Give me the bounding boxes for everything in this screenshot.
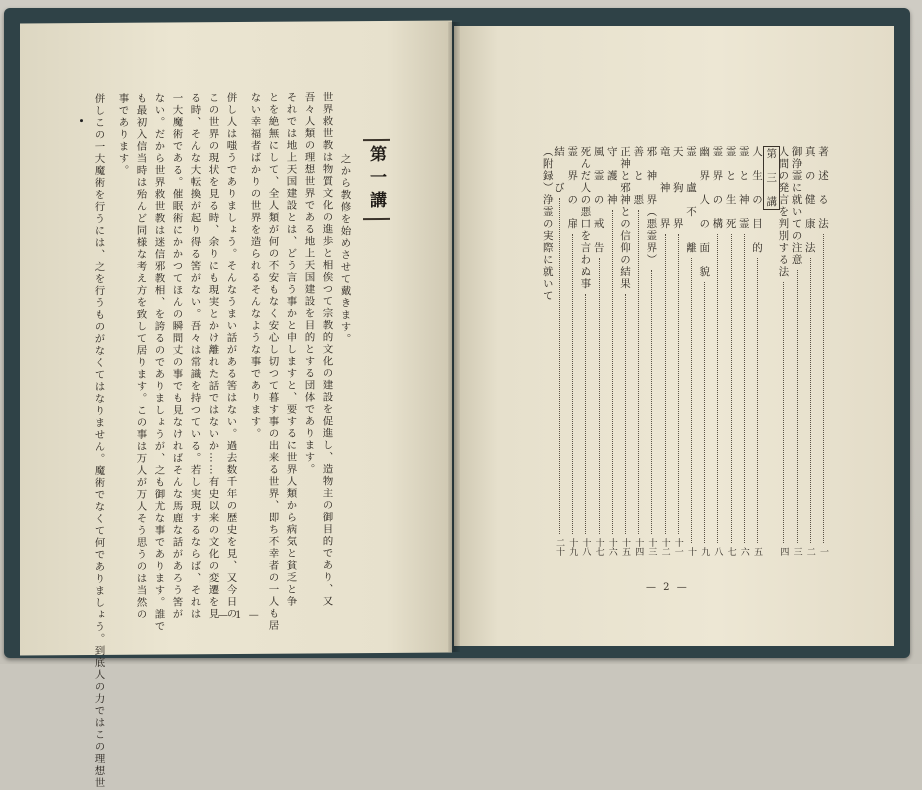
toc-title: 霊 界 の 扉 (566, 146, 579, 230)
toc-page-number: 二 (804, 547, 815, 556)
toc-dot-leader (665, 234, 666, 534)
toc-page-number: 十四 (633, 538, 644, 556)
text-line: 併し人は嗤うでありましょう。そんなうまい話がある筈はない。過去数千年の歴史を見、又今日の (225, 91, 238, 621)
toc-entry (697, 146, 712, 556)
toc-page-number: 十三 (646, 538, 657, 556)
toc-title: 著 述 る 法 (817, 146, 829, 230)
right-page (454, 26, 894, 646)
toc-entry (790, 146, 805, 556)
toc-dot-leader (797, 270, 798, 543)
toc-title: 風 霊 の 戒 告 (592, 146, 605, 254)
toc-title: 竜 神 界 (658, 146, 671, 230)
page-number-right: — 2 — (646, 582, 689, 593)
text-line: それでは地上天国建設とは、どう言う事かと申しますと、要するに世界人類から病気と貧乏と争 (285, 91, 298, 608)
toc-dot-leader (625, 294, 626, 534)
toc-page-number: 十二 (659, 538, 670, 556)
chapter-heading: 第一講 (363, 139, 390, 220)
toc-entry (631, 146, 646, 556)
toc-title: 善 と 悪 (632, 146, 645, 206)
text-line: 之から教修を始めさせて戴きます。 (339, 153, 352, 346)
toc-entry (737, 146, 752, 556)
toc-page-number: 二十 (554, 538, 564, 556)
toc-dot-leader (572, 234, 573, 534)
toc-dot-leader (638, 210, 639, 534)
toc-entry (592, 146, 607, 556)
toc-page-number: 九 (699, 547, 710, 556)
toc-dot-leader (717, 234, 718, 543)
toc-dot-leader (744, 234, 745, 543)
text-line: も最初入信当時は殆んど同様な考え方を致して居ります。この事は万人が万人そう思うのは当然の (135, 92, 148, 621)
text-line: この世界の現状を見る時、余りにも現実とかけ離れた話ではないか……有史以来の文化の変遷を見 (207, 92, 220, 621)
toc-entry (618, 146, 633, 556)
toc-page-number: 十七 (593, 538, 604, 556)
toc-dot-leader (783, 282, 784, 543)
toc-page-number: 七 (725, 547, 736, 556)
toc-page-number: 十 (686, 547, 696, 556)
page-number-left: — 1 — (218, 609, 261, 622)
bullet-mark (80, 119, 83, 122)
toc-entry (578, 146, 593, 556)
toc-dot-leader (585, 294, 586, 534)
toc-entry (750, 146, 765, 556)
toc-title: 死んだ人の悪口を言わぬ事 (579, 146, 592, 290)
toc-title: 邪 神 界（悪霊界） (645, 146, 658, 266)
book-gutter (448, 22, 460, 652)
toc-dot-leader (612, 210, 613, 534)
toc-page-number: 十一 (672, 538, 683, 556)
toc-dot-leader (691, 258, 692, 543)
toc-page-number: 一 (818, 547, 828, 556)
toc-dot-leader (599, 258, 600, 534)
toc-dot-leader (704, 282, 705, 543)
toc-dot-leader (823, 234, 824, 543)
toc-entry (710, 146, 725, 556)
toc-page-number: 四 (778, 547, 789, 556)
toc-title: （附録）浄霊の実際に就いて (541, 146, 554, 302)
toc-entry (644, 146, 659, 556)
left-page (20, 20, 452, 789)
text-line: 事であります。 (117, 92, 130, 177)
toc-entry (658, 146, 673, 556)
toc-entry (565, 146, 580, 556)
toc-dot-leader (559, 198, 560, 534)
text-line: 世界救世教は物質文化の進歩と相俟つて宗教的文化の建設を促進し、造物主の御目的であり、又 (321, 91, 334, 608)
text-line: 一大魔術である。催眠術にかかつてほんの瞬間丈の事でも見なければそんな馬鹿な話があろう筈が (171, 92, 184, 621)
text-line: ない幸福者ばかりの世界を造られるそんなような事であります。 (249, 91, 262, 440)
toc-appendix (539, 146, 558, 302)
toc-title: 霊 と 生 死 (724, 146, 737, 230)
toc-page-number: 八 (712, 547, 723, 556)
toc-entry (724, 146, 739, 556)
toc-dot-leader (810, 258, 811, 543)
toc-title: 天 狗 界 (671, 146, 684, 230)
toc-title: 結 び (553, 146, 565, 194)
toc-dot-leader (731, 234, 732, 543)
toc-title: 霊 と 神 霊 (737, 146, 750, 230)
toc-entry (816, 146, 831, 556)
toc-entry (605, 146, 620, 556)
text-line: とを絶無にして、全人類が何の不安もなく安心し切つて暮す事の出来る世界、即ち不幸者の一人も居 (267, 91, 280, 632)
toc-page-number: 三 (791, 547, 802, 556)
toc-title: 守 護 神 (605, 146, 618, 206)
toc-title: 霊 界 の 構 (711, 146, 724, 230)
toc-title: 幽 界 人 の 面 貌 (698, 146, 711, 278)
toc-dot-leader (678, 234, 679, 534)
toc-entry (684, 146, 699, 556)
toc-title: 御浄霊に就いての注意 (790, 146, 803, 266)
toc-title: 正神と邪神との信仰の結果 (619, 146, 631, 290)
toc-page-number: 十九 (567, 538, 578, 556)
toc-entry (671, 146, 686, 556)
toc-page-number: 十八 (580, 538, 591, 556)
text-line: 吾々人類の理想世界である地上天国建設を目的とする団体であります。 (303, 91, 316, 476)
toc-title: 人間の発言を判別する法 (777, 146, 790, 278)
toc-section-heading (763, 146, 780, 214)
toc-dot-leader (757, 258, 758, 543)
toc-title: 霊 盧 不 離 (685, 146, 697, 254)
toc-title: 真 の 健 康 法 (803, 146, 816, 254)
toc-heading-label: 第 三 講 (763, 146, 780, 210)
toc-page-number: 十六 (606, 538, 617, 556)
toc-entry (803, 146, 818, 556)
text-line: る時、そんな大転換が起り得る筈がない。吾々は常識を持つている。若し実現するならば、それは (189, 92, 202, 621)
toc-page-number: 十五 (620, 538, 630, 556)
toc-dot-leader (651, 270, 652, 534)
text-line: ない。だから世界救世教は迷信邪教相、を誇るのでありましょうが、之も御尤な事であります。誰で (153, 92, 166, 633)
toc-title: 人 生 の 目 的 (751, 146, 763, 254)
text-line: 併しこの一大魔術を行うには、之を行うものがなくてはなりません。魔術でなくて何でありましょう。到底人の力ではこの理想世 (93, 92, 106, 789)
toc-page-number: 五 (752, 547, 762, 556)
toc-page-number: 六 (738, 547, 749, 556)
